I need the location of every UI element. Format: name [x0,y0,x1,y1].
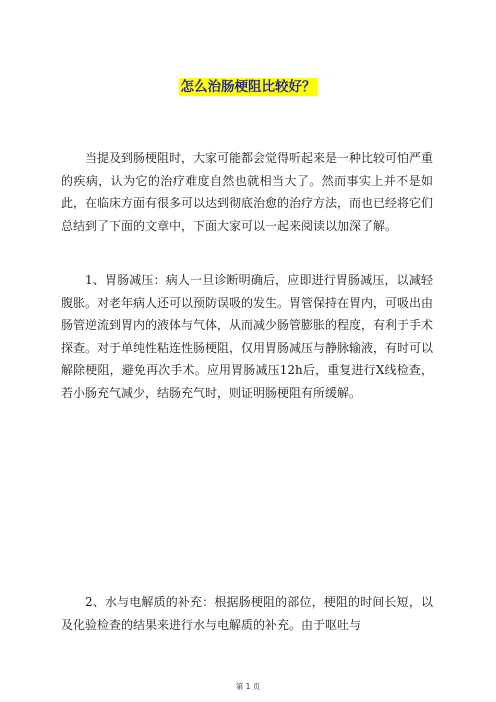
fluid-electrolyte-paragraph: 2、水与电解质的补充：根据肠梗阻的部位，梗阻的时间长短，以及化验检查的结果来进行水与电解质的补充。由于呕吐与 [61,595,433,632]
document-title: 怎么治肠梗阻比较好？ [180,79,316,95]
gastrointestinal-decompression-paragraph: 1、胃肠减压：病人一旦诊断明确后，应即进行胃肠减压，以减轻腹胀。对老年病人还可以预防误吸的发生。胃管保持在胃内，可吸出由肠管逆流到胃内的液体与气体，从而减少肠管膨胀的程度，有利于手术探查。对于单纯性粘连性肠梗阻，仅用胃肠减压与静脉输液，有时可以解除梗阻，避免再次手术。应用胃肠减压12h后，重复进行X线检查，若小肠充气减少，结肠充气时，则证明肠梗阻有所缓解。 [61,273,434,400]
page-number-footer: 第 1 页 [235,682,261,691]
intro-paragraph: 当提及到肠梗阻时，大家可能都会觉得听起来是一种比较可怕严重的疾病，认为它的治疗难度自然也就相当大了。然而事实上并不是如此，在临床方面有很多可以达到彻底治愈的治疗方法，而也已经将它们总结到了下面的文章中，下面大家可以一起来阅读以加深了解。 [61,151,434,233]
title-container [0,76,496,96]
